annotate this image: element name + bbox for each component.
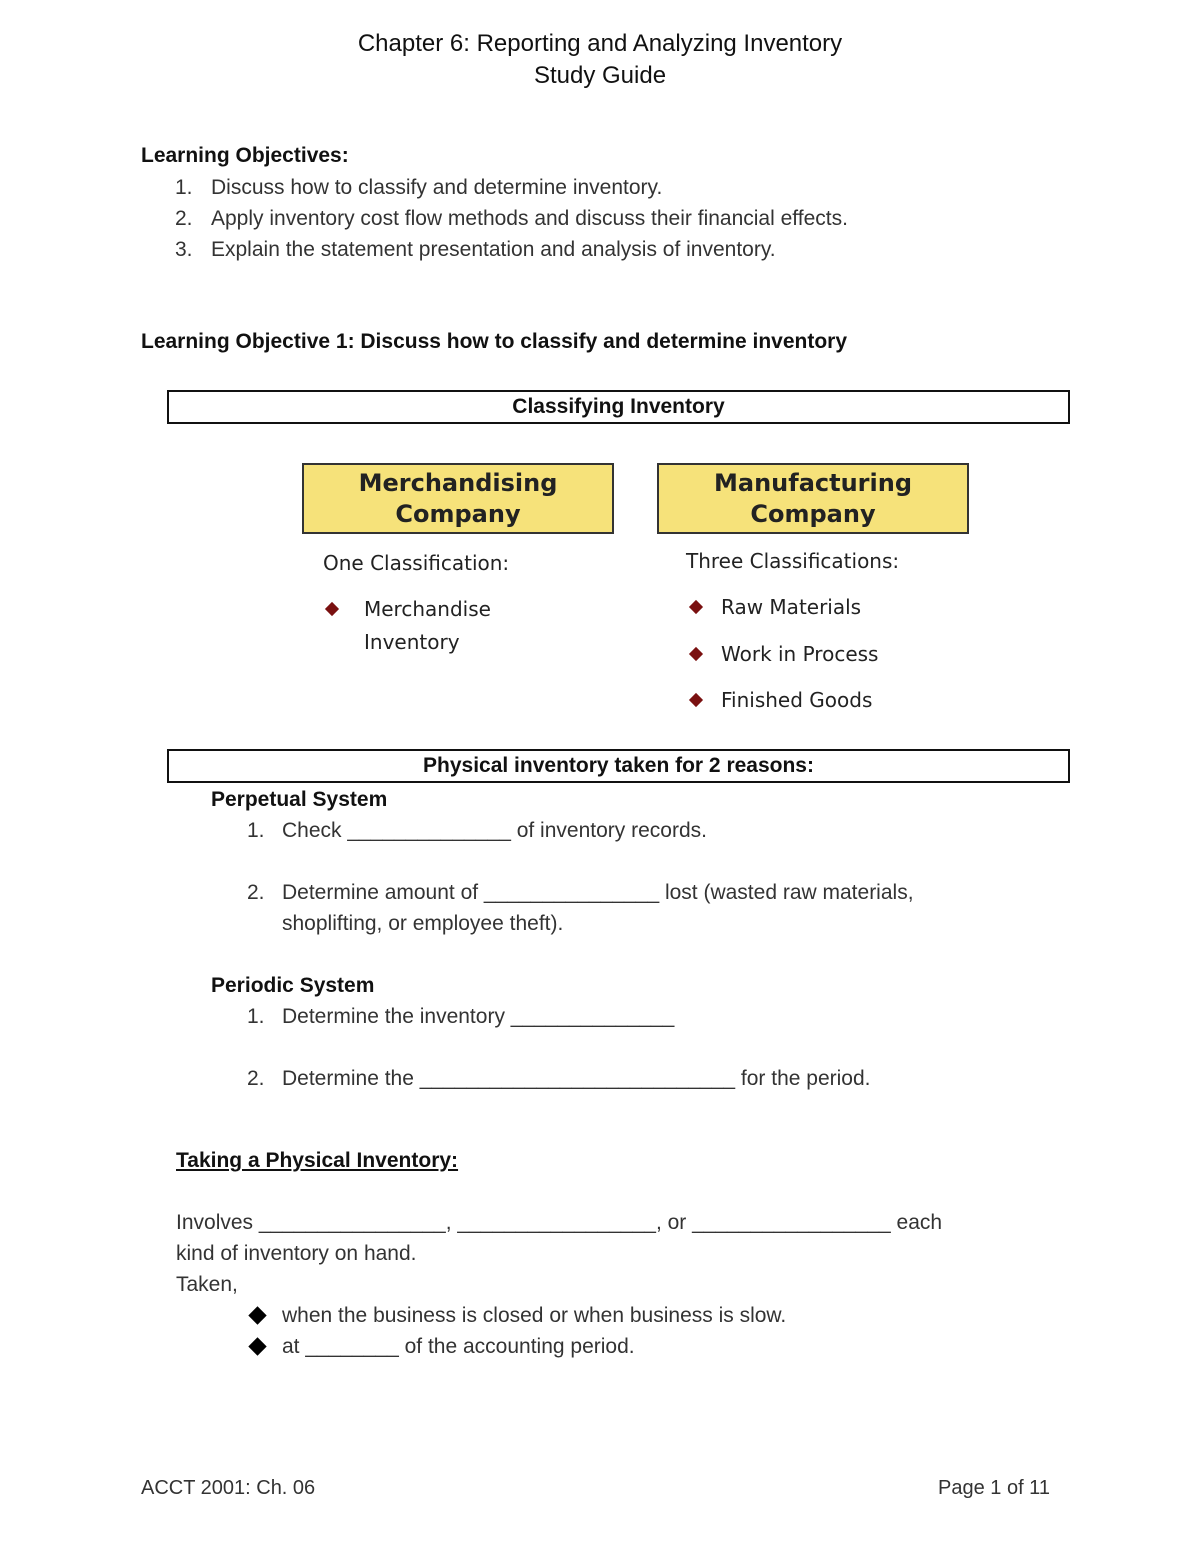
taking-line-1: Involves ________________, _________________, or _________________ each — [176, 1211, 943, 1234]
perpetual-item-number: 1. — [247, 819, 265, 842]
taking-bullet-1: when the business is closed or when business is slow. — [282, 1304, 787, 1327]
footer-page-number: Page 1 of 11 — [938, 1477, 1050, 1499]
taking-bullet-2: at ________ of the accounting period. — [282, 1335, 635, 1358]
periodic-item-1: Determine the inventory ______________ — [282, 1005, 675, 1028]
diamond-icon — [689, 647, 703, 661]
merchandising-company-box: Merchandising Company — [302, 463, 614, 534]
perpetual-system-heading: Perpetual System — [211, 788, 388, 811]
taking-physical-inventory-heading: Taking a Physical Inventory: — [176, 1149, 459, 1172]
taking-line-2: kind of inventory on hand. — [176, 1242, 417, 1265]
periodic-item-number: 1. — [247, 1005, 265, 1028]
periodic-item-2: Determine the ___________________________ for the period. — [282, 1067, 871, 1090]
diamond-icon — [689, 600, 703, 614]
footer-course: ACCT 2001: Ch. 06 — [141, 1477, 316, 1499]
perpetual-item-number: 2. — [247, 881, 265, 904]
classifying-inventory-header: Classifying Inventory — [167, 390, 1070, 424]
perpetual-item-2-line1: Determine amount of _______________ lost (wasted raw materials, — [282, 881, 914, 904]
list-item: 2. Apply inventory cost flow methods and discuss their financial effects. — [175, 207, 848, 230]
manufacturing-company-box: Manufacturing Company — [657, 463, 969, 534]
physical-inventory-header: Physical inventory taken for 2 reasons: — [167, 749, 1070, 783]
list-item: 1. Discuss how to classify and determine inventory. — [175, 176, 663, 199]
merchandise-inventory-line2: Inventory — [364, 630, 460, 654]
diamond-icon — [248, 1337, 266, 1355]
manufacturing-caption: Three Classifications: — [686, 549, 900, 573]
work-in-process-item: Work in Process — [721, 642, 879, 666]
finished-goods-item: Finished Goods — [721, 688, 873, 712]
diamond-icon — [325, 602, 339, 616]
lo1-heading: Learning Objective 1: Discuss how to classify and determine inventory — [141, 330, 848, 353]
page-subtitle: Study Guide — [533, 62, 667, 89]
taking-line-3: Taken, — [176, 1273, 238, 1296]
periodic-item-number: 2. — [247, 1067, 265, 1090]
learning-objectives-list — [175, 172, 848, 265]
perpetual-item-1: Check ______________ of inventory records. — [282, 819, 707, 842]
periodic-system-heading: Periodic System — [211, 974, 375, 997]
learning-objectives-heading: Learning Objectives: — [141, 144, 349, 167]
raw-materials-item: Raw Materials — [721, 595, 862, 619]
list-item: 3. Explain the statement presentation and analysis of inventory. — [175, 238, 776, 261]
diamond-icon — [689, 693, 703, 707]
merchandise-inventory-line1: Merchandise — [364, 597, 491, 621]
perpetual-item-2-line2: shoplifting, or employee theft). — [282, 912, 564, 935]
diamond-icon — [248, 1306, 266, 1324]
merchandising-caption: One Classification: — [323, 551, 510, 575]
page-title: Chapter 6: Reporting and Analyzing Inventory — [357, 30, 843, 57]
